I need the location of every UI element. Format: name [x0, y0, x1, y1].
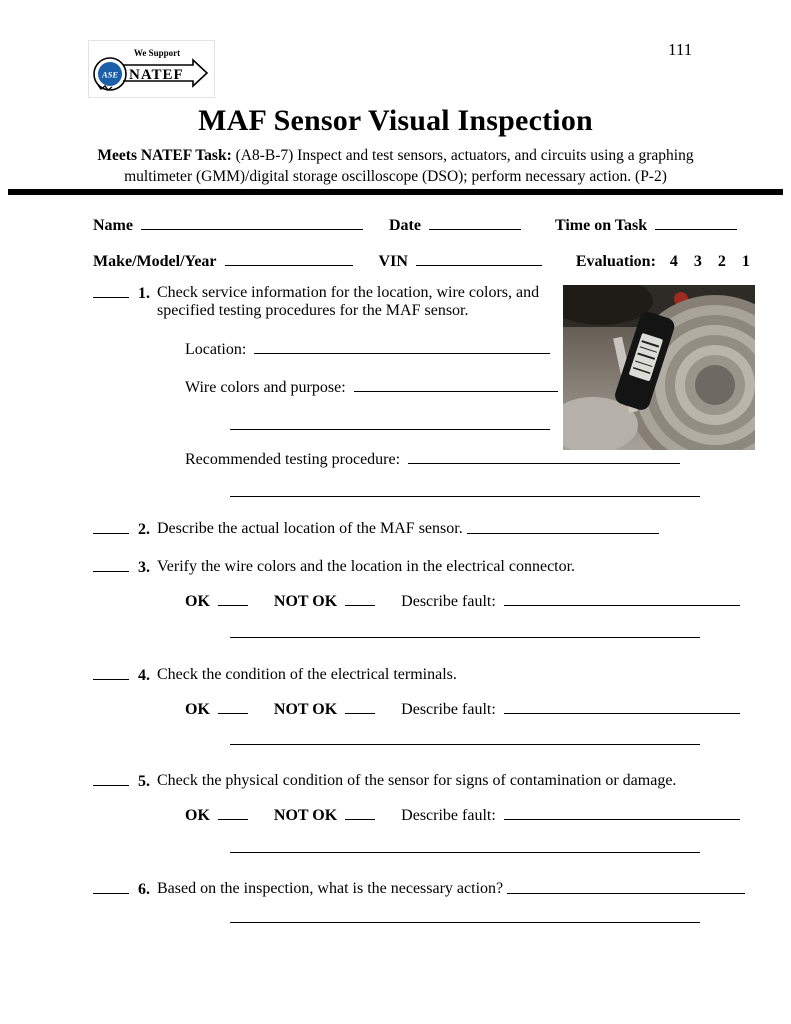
item-2-answer-blank[interactable]: [467, 520, 659, 534]
ok-label: OK: [185, 701, 210, 718]
ok-label: OK: [185, 593, 210, 610]
location-blank[interactable]: [254, 340, 550, 354]
item-5-fault-continuation-blank[interactable]: [230, 839, 700, 853]
describe-fault-label: Describe fault:: [401, 701, 496, 718]
item-6-completion-blank[interactable]: [93, 880, 129, 894]
make-model-year-label: Make/Model/Year: [93, 253, 217, 270]
logo-natef-text: NATEF: [129, 67, 184, 83]
natef-logo: [88, 40, 215, 98]
wire-colors-continuation-blank[interactable]: [230, 416, 550, 430]
evaluation-label: Evaluation:: [575, 253, 656, 270]
vin-blank[interactable]: [416, 252, 542, 266]
item-6-number: 6.: [138, 881, 150, 898]
ok-label: OK: [185, 807, 210, 824]
describe-fault-label: Describe fault:: [401, 807, 496, 824]
page-title: MAF Sensor Visual Inspection: [198, 104, 593, 137]
item-4-completion-blank[interactable]: [93, 666, 129, 680]
item-3-completion-blank[interactable]: [93, 558, 129, 572]
vin-label: VIN: [378, 253, 408, 270]
item-1-completion-blank[interactable]: [93, 284, 129, 298]
ok-blank[interactable]: [218, 592, 248, 606]
location-label: Location:: [185, 341, 247, 358]
item-6: [93, 880, 749, 899]
item-4: [93, 666, 457, 685]
not-ok-blank[interactable]: [345, 806, 375, 820]
wire-colors-blank[interactable]: [354, 378, 558, 392]
natef-task-description: [80, 146, 712, 188]
item-4-fault-continuation-blank[interactable]: [230, 731, 700, 745]
item-1: [93, 284, 559, 320]
item-3-ok-row: [185, 592, 744, 611]
wire-colors-label: Wire colors and purpose:: [185, 379, 346, 396]
item-2-completion-blank[interactable]: [93, 520, 129, 534]
item-6-text: Based on the inspection, what is the necessary action?: [157, 880, 504, 897]
item-5-number: 5.: [138, 773, 150, 790]
time-on-task-blank[interactable]: [655, 216, 737, 230]
natef-logo-graphic: [89, 41, 214, 97]
name-blank[interactable]: [141, 216, 363, 230]
not-ok-label: NOT OK: [273, 701, 338, 718]
ok-blank[interactable]: [218, 806, 248, 820]
maf-sensor-photo: [563, 285, 755, 450]
item-2-number: 2.: [138, 521, 150, 538]
item-3-fault-continuation-blank[interactable]: [230, 624, 700, 638]
describe-fault-blank[interactable]: [504, 592, 740, 606]
item-2: [93, 520, 663, 539]
describe-fault-blank[interactable]: [504, 700, 740, 714]
date-label: Date: [388, 217, 421, 234]
item-4-number: 4.: [138, 667, 150, 684]
item-2-text: Describe the actual location of the MAF sensor.: [157, 520, 463, 537]
item-6-answer-blank[interactable]: [507, 880, 745, 894]
evaluation-values: 4 3 2 1: [669, 253, 750, 270]
date-blank[interactable]: [429, 216, 521, 230]
page-number: 111: [668, 40, 693, 59]
item-1-text: Check service information for the location, wire colors, and specified testing procedures for the MAF sensor.: [157, 284, 540, 319]
divider: [8, 189, 783, 195]
item-1-number: 1.: [138, 285, 150, 302]
not-ok-label: NOT OK: [273, 593, 338, 610]
testing-procedure-blank[interactable]: [408, 450, 680, 464]
make-model-year-blank[interactable]: [225, 252, 353, 266]
item-5: [93, 772, 676, 791]
vehicle-row: [93, 252, 750, 271]
time-on-task-label: Time on Task: [554, 217, 648, 234]
not-ok-blank[interactable]: [345, 592, 375, 606]
item-6-continuation-blank[interactable]: [230, 909, 700, 923]
logo-we-support-text: We Support: [133, 48, 181, 58]
item-3-number: 3.: [138, 559, 150, 576]
ok-blank[interactable]: [218, 700, 248, 714]
item-5-ok-row: [185, 806, 744, 825]
wire-colors-row: [185, 378, 562, 397]
task-label: Meets NATEF Task:: [97, 147, 232, 164]
item-4-text: Check the condition of the electrical terminals.: [157, 666, 457, 683]
name-label: Name: [93, 217, 133, 234]
testing-procedure-label: Recommended testing procedure:: [185, 451, 401, 468]
item-5-text: Check the physical condition of the sensor for signs of contamination or damage.: [157, 772, 677, 789]
describe-fault-blank[interactable]: [504, 806, 740, 820]
item-5-completion-blank[interactable]: [93, 772, 129, 786]
describe-fault-label: Describe fault:: [401, 593, 496, 610]
item-3-text: Verify the wire colors and the location in the electrical connector.: [157, 558, 576, 575]
not-ok-label: NOT OK: [273, 807, 338, 824]
testing-procedure-row: [185, 450, 684, 469]
task-text: (A8-B-7) Inspect and test sensors, actuators, and circuits using a graphing multimeter (GMM)/digital storage oscilloscope (DSO); perform necessary action. (P-2): [124, 147, 694, 185]
item-3: [93, 558, 575, 577]
location-row: [185, 340, 554, 359]
testing-procedure-continuation-blank[interactable]: [230, 483, 700, 497]
item-4-ok-row: [185, 700, 744, 719]
ase-logo-text: ASE: [101, 69, 119, 80]
not-ok-blank[interactable]: [345, 700, 375, 714]
name-row: [93, 216, 741, 235]
